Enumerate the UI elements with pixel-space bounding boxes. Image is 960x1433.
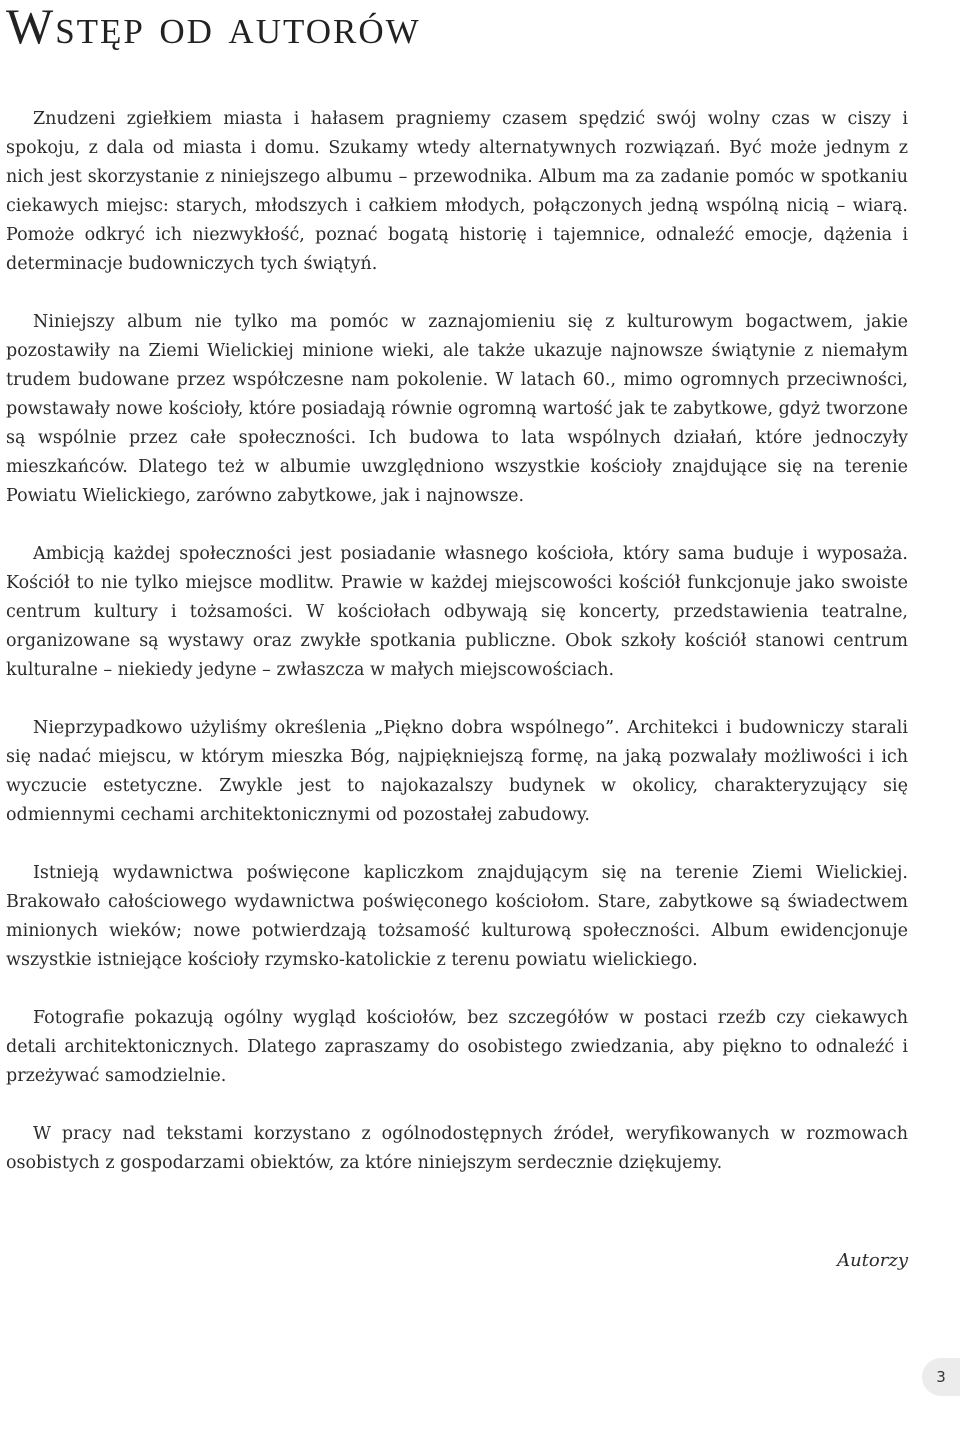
- paragraph-1: Znudzeni zgiełkiem miasta i hałasem pragniemy czasem spędzić swój wolny czas w ciszy i spokoju, z dala od miasta i domu. Szukamy wtedy alternatywnych rozwiązań. Być może jednym z nich jest skorzystanie z niniejszego albumu – przewodnika. Album ma za zadanie pomóc w spotkaniu ciekawych miejsc: starych, młodszych i całkiem młodych, połączonych jedną wspólną nicią – wiarą. Pomoże odkryć ich niezwykłość, poznać bogatą historię i tajemnice, odnaleźć emocje, dążenia i determinacje budowniczych tych świątyń.: [6, 109, 908, 274]
- paragraph-3: Ambicją każdej społeczności jest posiadanie własnego kościoła, który sama buduje i wyposaża. Kościół to nie tylko miejsce modlitw. Prawie w każdej miejscowości kościół funkcjonuje jako swoiste centrum kultury i tożsamości. W kościołach odbywają się koncerty, przedstawienia teatralne, organizowane są wystawy oraz zwykłe spotkania publiczne. Obok szkoły kościół stanowi centrum kulturalne – niekiedy jedyne – zwłaszcza w małych miejscowościach.: [6, 544, 908, 680]
- paragraph-7: W pracy nad tekstami korzystano z ogólnodostępnych źródeł, weryfikowanych w rozmowach osobistych z gospodarzami obiektów, za które niniejszym serdecznie dziękujemy.: [6, 1124, 908, 1173]
- page-number-badge: 3: [922, 1358, 960, 1396]
- paragraph-2: Niniejszy album nie tylko ma pomóc w zaznajomieniu się z kulturowym bogactwem, jakie pozostawiły na Ziemi Wielickiej minione wieki, ale także ukazuje najnowsze świątynie z niemałym trudem budowane przez współczesne nam pokolenie. W latach 60., mimo ogromnych przeciwności, powstawały nowe kościoły, które posiadają równie ogromną wartość jak te zabytkowe, gdyż tworzone są wspólnie przez całe społeczności. Ich budowa to lata wspólnych działań, które jednoczyły mieszkańców. Dlatego też w albumie uwzględniono wszystkie kościoły znajdujące się na terenie Powiatu Wielickiego, zarówno zabytkowe, jak i najnowsze.: [6, 312, 908, 506]
- paragraph-6: Fotografie pokazują ogólny wygląd kościołów, bez szczegółów w postaci rzeźb czy ciekawych detali architektonicznych. Dlatego zapraszamy do osobistego zwiedzania, aby piękno to odnaleźć i przeżywać samodzielnie.: [6, 1008, 908, 1086]
- page-title: Wstęp od autorów: [6, 0, 421, 54]
- paragraph-4: Nieprzypadkowo użyliśmy określenia „Piękno dobra wspólnego”. Architekci i budowniczy starali się nadać miejscu, w którym mieszka Bóg, najpiękniejszą formę, na jaką pozwalały możliwości i ich wyczucie estetyczne. Zwykle jest to najokazalszy budynek w okolicy, charakteryzujący się odmiennymi cechami architektonicznymi od pozostałej zabudowy.: [6, 718, 908, 825]
- paragraph-5: Istnieją wydawnictwa poświęcone kapliczkom znajdującym się na terenie Ziemi Wielickiej. Brakowało całościowego wydawnictwa poświęconego kościołom. Stare, zabytkowe są świadectwem minionych wieków; nowe potwierdzają tożsamość kulturową społeczności. Album ewidencjonuje wszystkie istniejące kościoły rzymsko-katolickie z terenu powiatu wielickiego.: [6, 863, 908, 970]
- body-text: [6, 105, 908, 1207]
- signature: Autorzy: [837, 1250, 908, 1271]
